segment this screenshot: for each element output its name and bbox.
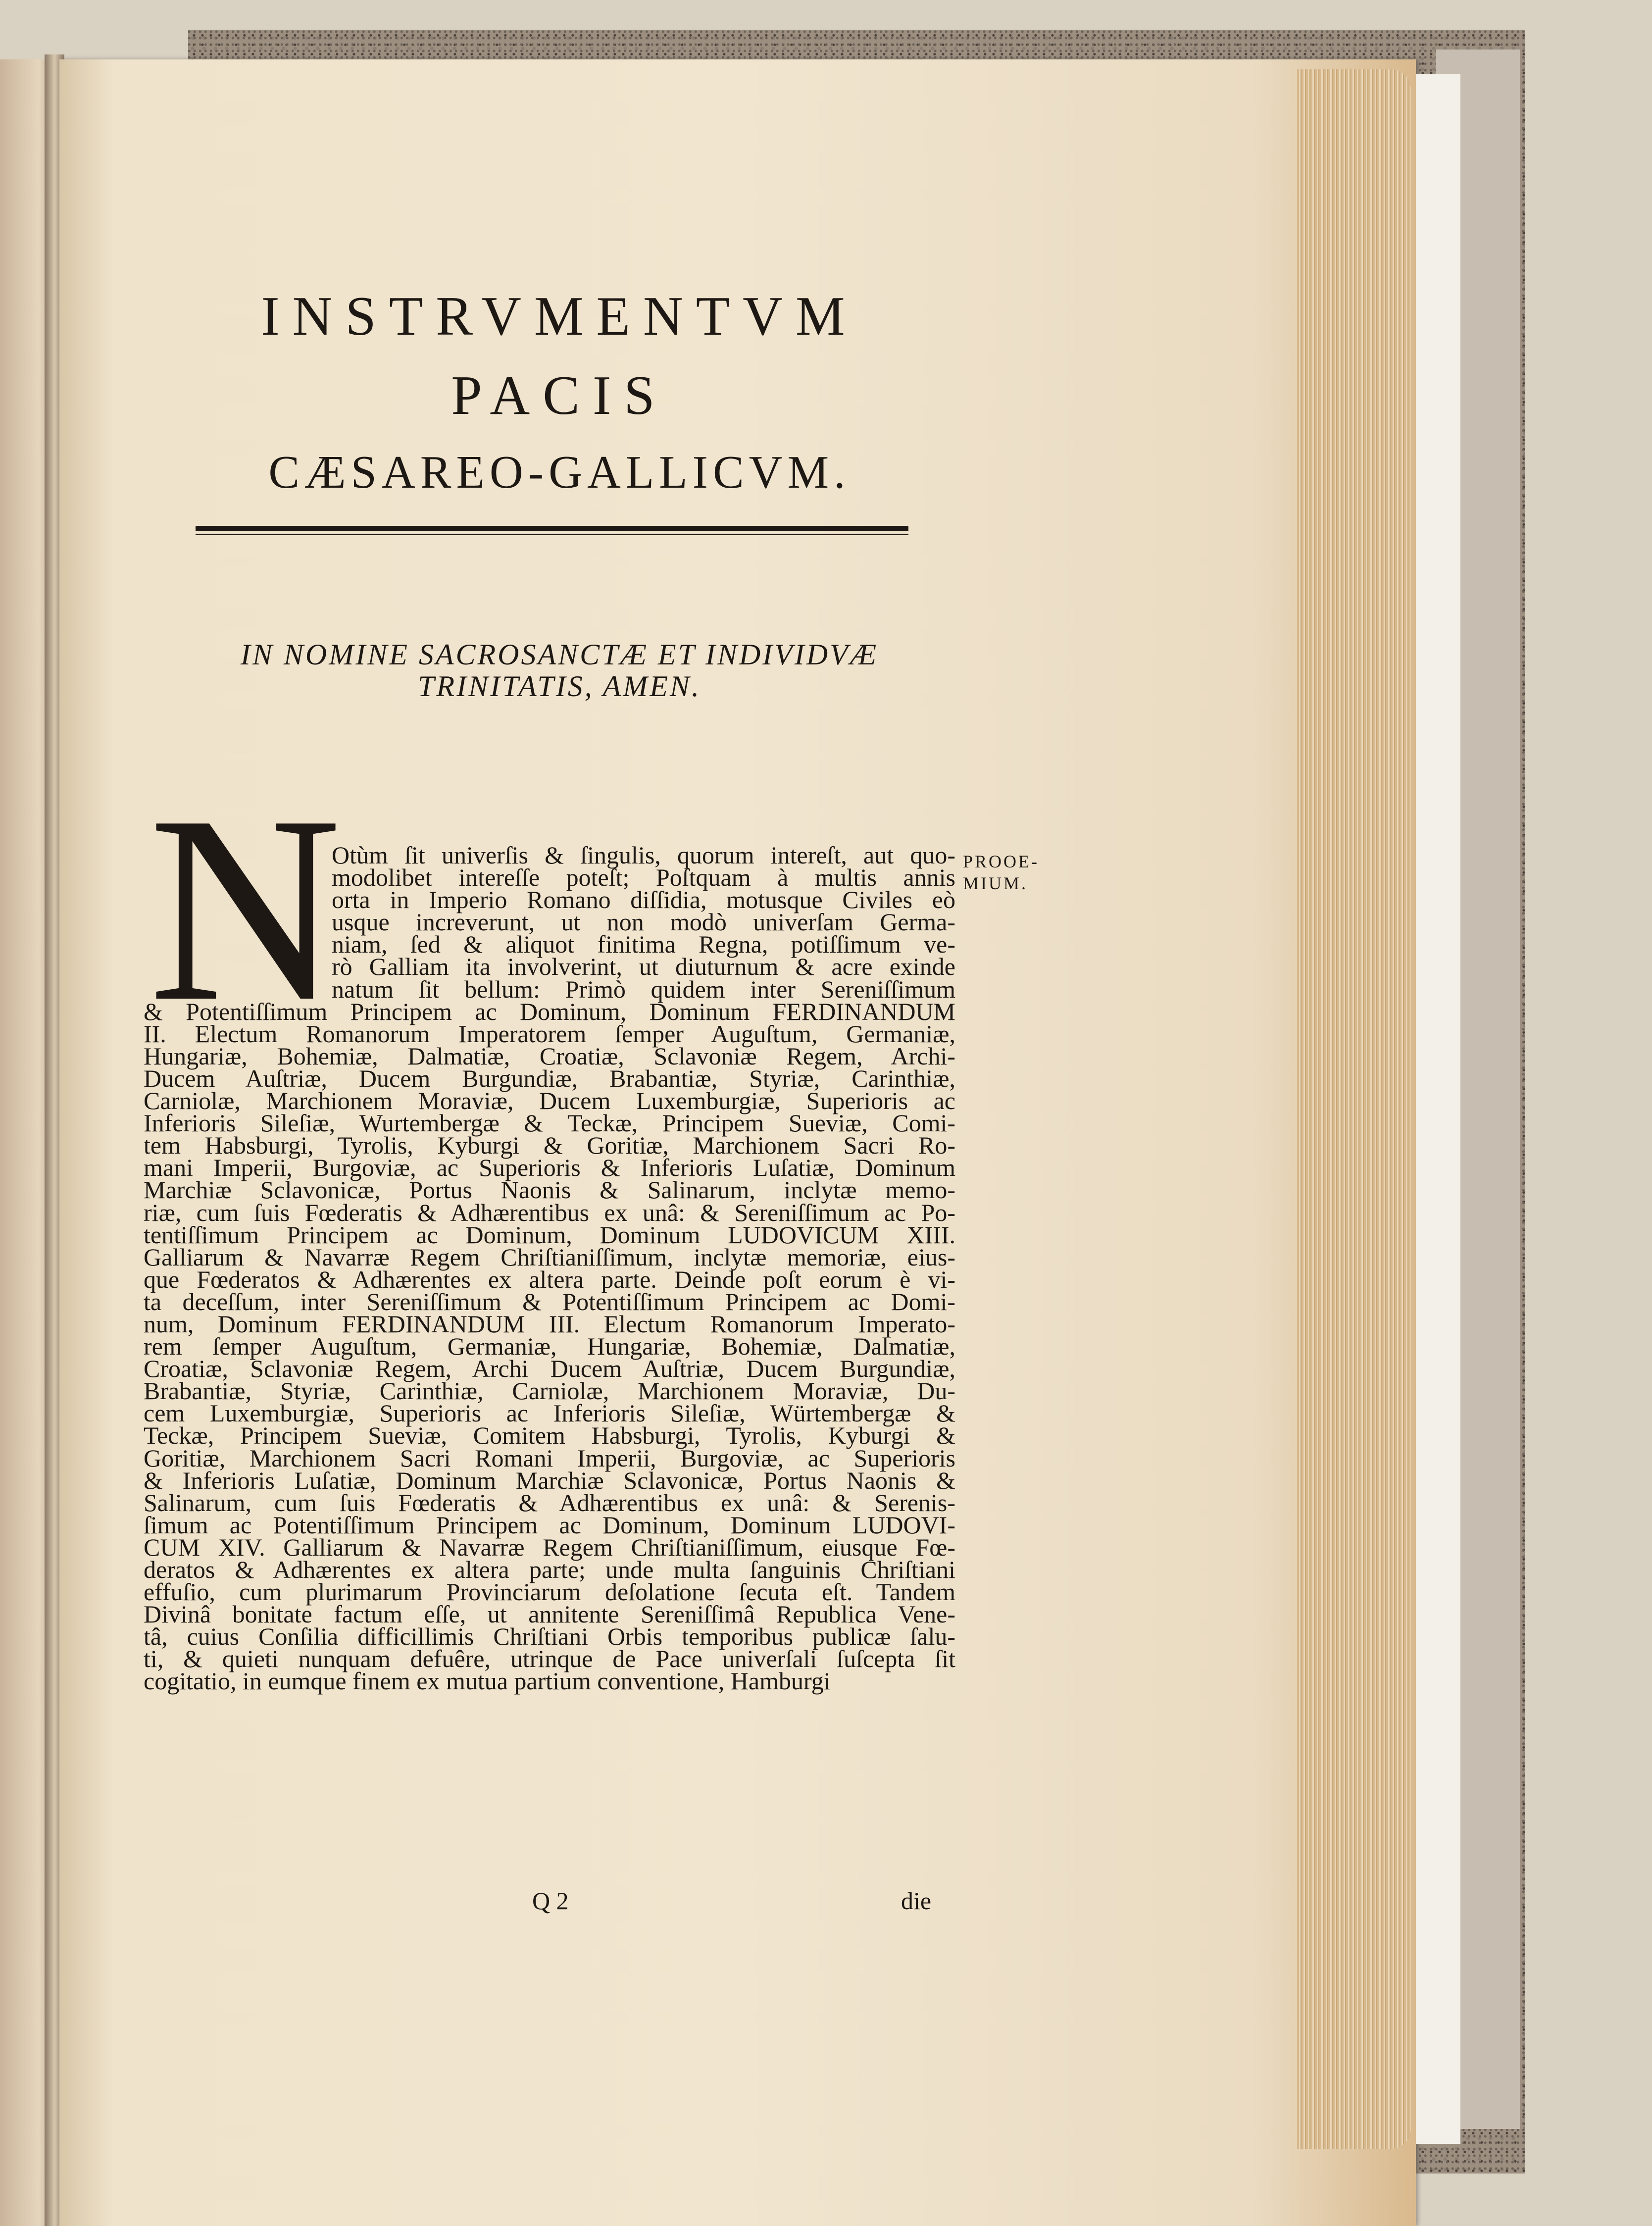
body-text	[144, 841, 955, 1695]
invocation	[149, 639, 970, 702]
title-line-1: INSTRVMENTVM	[261, 286, 858, 347]
body-line: Carniolæ, Marchionem Moraviæ, Ducem Luxemburgiæ, Superioris ac	[144, 1087, 955, 1115]
body-line: cogitatio, in eumque finem ex mutua partium conventione, Hamburgi	[144, 1667, 831, 1695]
body-line: Brabantiæ, Styriæ, Carinthiæ, Carniolæ, Marchionem Moraviæ, Du-	[144, 1377, 955, 1405]
body-line: Galliarum & Navarræ Regem Chriſtianiſſimum, inclytæ memoriæ, eius-	[144, 1243, 955, 1271]
body-line: Salinarum, cum ſuis Fœderatis & Adhærentibus ex unâ: & Serenis-	[144, 1488, 955, 1517]
paper-strip	[1416, 74, 1460, 2144]
body-line: Goritiæ, Marchionem Sacri Romani Imperii, Burgoviæ, ac Superioris	[144, 1444, 955, 1472]
title-line-2: PACIS	[451, 365, 668, 426]
body-line: tem Habsburgi, Tyrolis, Kyburgi & Goritiæ, Marchionem Sacri Ro-	[144, 1131, 955, 1160]
body-line: natum ſit bellum: Primò quidem inter Sereniſſimum	[332, 975, 955, 1003]
body-line: cem Luxemburgiæ, Superioris ac Inferioris Sileſiæ, Würtembergæ &	[144, 1399, 955, 1427]
body-line: rò Galliam ita involverint, ut diuturnum & acre exinde	[332, 953, 955, 981]
body-line: Marchiæ Sclavonicæ, Portus Naonis & Salinarum, inclytæ memo-	[144, 1176, 955, 1204]
body-line: Ducem Auſtriæ, Ducem Burgundiæ, Brabantiæ, Styriæ, Carinthiæ,	[144, 1064, 955, 1092]
body-line: modolibet intereſſe poteſt; Poſtquam à multis annis	[332, 863, 955, 892]
body-line: & Potentiſſimum Principem ac Dominum, Dominum FERDINANDUM	[144, 997, 955, 1025]
body-line: ti, & quieti nunquam defuêre, utrinque de Pace univerſali ſuſcepta ſit	[144, 1645, 955, 1673]
body-line: num, Dominum FERDINANDUM III. Electum Romanorum Imperato-	[144, 1310, 955, 1338]
body-line: Hungariæ, Bohemiæ, Dalmatiæ, Croatiæ, Sclavoniæ Regem, Archi-	[144, 1042, 955, 1070]
body-line: rem ſemper Auguſtum, Germaniæ, Hungariæ, Bohemiæ, Dalmatiæ,	[144, 1332, 955, 1361]
page-stack-edge	[1297, 69, 1411, 2149]
catchword: die	[901, 1887, 932, 1915]
body-line: riæ, cum ſuis Fœderatis & Adhærentibus ex unâ: & Sereniſſimum ac Po-	[144, 1198, 955, 1226]
body-line: tentiſſimum Principem ac Dominum, Dominum LUDOVICUM XIII.	[144, 1220, 955, 1249]
body-line: Divinâ bonitate factum eſſe, ut annitente Sereniſſimâ Republica Vene-	[144, 1600, 955, 1628]
marginal-note-line-2: MIUM.	[963, 873, 1028, 893]
title-rule	[196, 526, 908, 531]
marginal-note-line-1: PROOE-	[963, 852, 1040, 871]
body-line: niam, ſed & aliquot finitima Regna, potiſſimum ve-	[332, 930, 955, 959]
invocation-line-1: IN NOMINE SACROSANCTÆ ET INDIVIDVÆ	[240, 638, 879, 671]
title-line-3: CÆSAREO-GALLICVM.	[268, 447, 851, 498]
body-line: Teckæ, Principem Sueviæ, Comitem Habsburgi, Tyrolis, Kyburgi &	[144, 1421, 955, 1450]
signature-mark: Q 2	[532, 1887, 569, 1915]
invocation-line-2: TRINITATIS, AMEN.	[418, 670, 701, 703]
body-line: que Fœderatos & Adhærentes ex altera parte. Deinde poſt eorum è vi-	[144, 1265, 955, 1293]
body-line: deratos & Adhærentes ex altera parte; unde multa ſanguinis Chriſtiani	[144, 1556, 955, 1583]
drop-cap: N	[149, 760, 342, 1057]
body-line: ſimum ac Potentiſſimum Principem ac Dominum, Dominum LUDOVI-	[144, 1511, 955, 1539]
body-line: tâ, cuius Conſilia difficillimis Chriſtiani Orbis temporibus publicæ ſalu-	[144, 1622, 955, 1651]
body-line: Croatiæ, Sclavoniæ Regem, Archi Ducem Auſtriæ, Ducem Burgundiæ,	[144, 1355, 955, 1383]
body-line: ta deceſſum, inter Sereniſſimum & Potentiſſimum Principem ac Domi-	[144, 1287, 955, 1315]
body-line: mani Imperii, Burgoviæ, ac Superioris & Inferioris Luſatiæ, Dominum	[144, 1154, 955, 1182]
body-line: orta in Imperio Romano diſſidia, motusque Civiles eò	[332, 886, 955, 914]
marginal-note	[963, 851, 1072, 894]
body-line: usque increverunt, ut non modò univerſam Germa-	[332, 908, 955, 936]
body-line: Otùm ſit univerſis & ſingulis, quorum intereſt, aut quo-	[332, 841, 955, 869]
body-line: CUM XIV. Galliarum & Navarræ Regem Chriſtianiſſimum, eiusque Fœ-	[144, 1533, 955, 1561]
body-line: effuſio, cum plurimarum Provinciarum deſolatione ſecuta eſt. Tandem	[144, 1578, 955, 1606]
body-line: II. Electum Romanorum Imperatorem ſemper Auguſtum, Germaniæ,	[144, 1019, 955, 1048]
body-line: Inferioris Sileſiæ, Wurtembergæ & Teckæ, Principem Sueviæ, Comi-	[144, 1109, 955, 1137]
body-line: & Inferioris Luſatiæ, Dominum Marchiæ Sclavonicæ, Portus Naonis &	[144, 1466, 955, 1494]
